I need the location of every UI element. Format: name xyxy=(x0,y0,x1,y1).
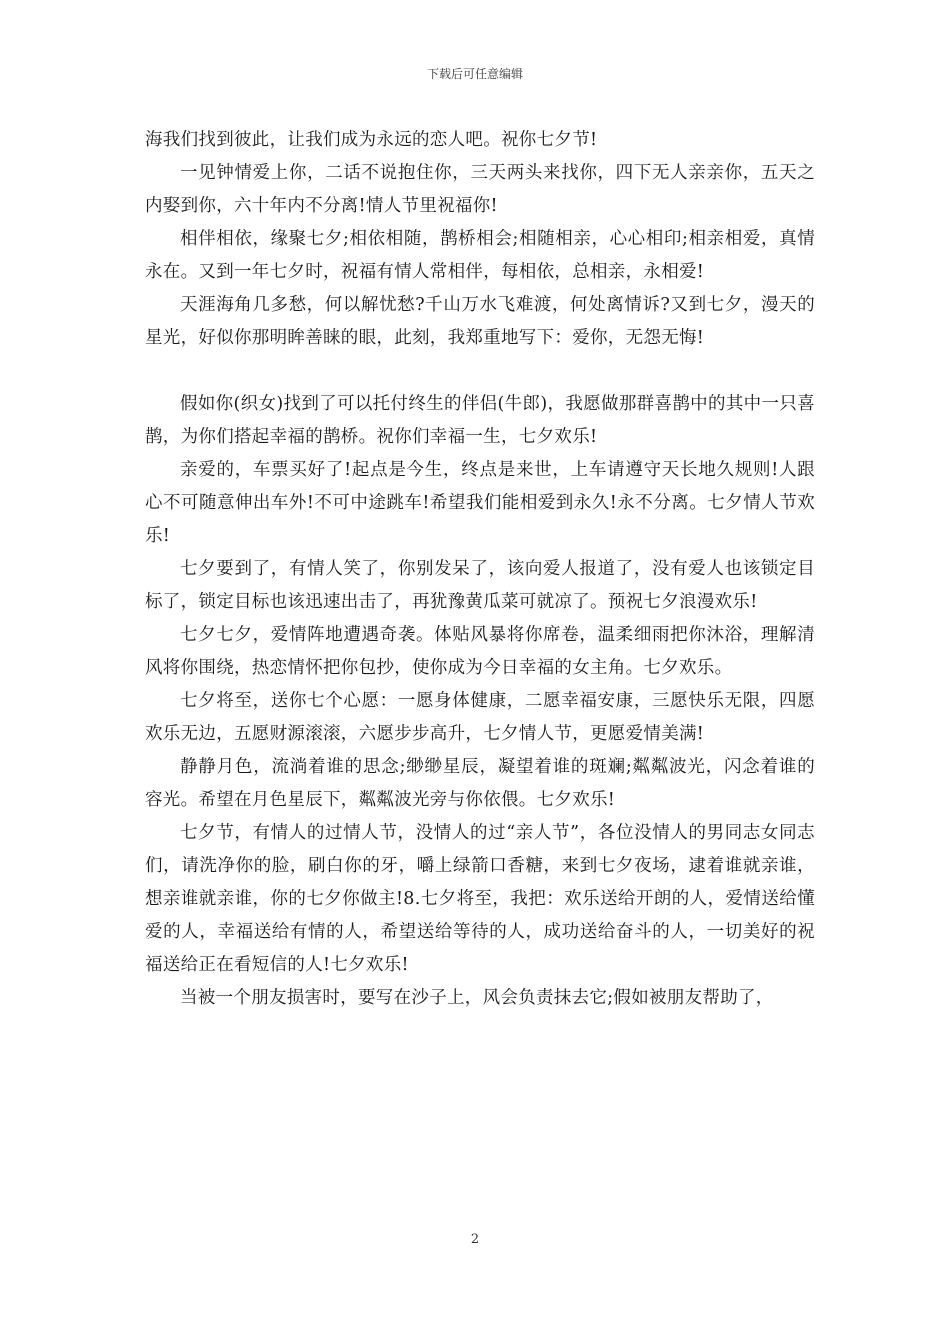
paragraph: 海我们找到彼此，让我们成为永远的恋人吧。祝你七夕节! xyxy=(145,130,598,150)
paragraph: 亲爱的，车票买好了!起点是今生，终点是来世，上车请遵守天长地久规则!人跟心不可随意伸出车外!不可中途跳车!希望我们能相爱到永久!永不分离。七夕情人节欢乐! xyxy=(145,460,815,546)
paragraph: 相伴相依，缘聚七夕;相依相随，鹊桥相会;相随相亲，心心相印;相亲相爱，真情永在。又到一年七夕时，祝福有情人常相伴，每相依，总相亲，永相爱! xyxy=(145,229,815,282)
page-number: 2 xyxy=(470,1232,480,1247)
paragraph: 七夕节，有情人的过情人节，没情人的过“亲人节”，各位没情人的男同志女同志们，请洗净你的脸，刷白你的牙，嚼上绿箭口香糖，来到七夕夜场，逮着谁就亲谁，想亲谁就亲谁，你的七夕你做主!8.七夕将至，我把：欢乐送给开朗的人，爱情送给懂爱的人，幸福送给有情的人，希望送给等待的人，成功送给奋斗的人，一切美好的祝福送给正在看短信的人!七夕欢乐! xyxy=(145,823,815,975)
paragraph: 七夕将至，送你七个心愿：一愿身体健康，二愿幸福安康，三愿快乐无限，四愿欢乐无边，五愿财源滚滚，六愿步步高升，七夕情人节，更愿爱情美满! xyxy=(145,691,815,744)
document-body xyxy=(145,124,815,1015)
paragraph: 一见钟情爱上你，二话不说抱住你，三天两头来找你，四下无人亲亲你，五天之内娶到你，六十年内不分离!情人节里祝福你! xyxy=(145,163,815,216)
paragraph: 静静月色，流淌着谁的思念;缈缈星辰，凝望着谁的斑斓;粼粼波光，闪念着谁的容光。希望在月色星辰下，粼粼波光旁与你依偎。七夕欢乐! xyxy=(145,757,815,810)
paragraph: 当被一个朋友损害时，要写在沙子上，风会负责抹去它;假如被朋友帮助了， xyxy=(180,988,774,1008)
paragraph: 假如你(织女)找到了可以托付终生的伴侣(牛郎)，我愿做那群喜鹊中的其中一只喜鹊，为你们搭起幸福的鹊桥。祝你们幸福一生，七夕欢乐! xyxy=(145,394,815,447)
page-header: 下载后可任意编辑 xyxy=(426,67,523,81)
paragraph: 七夕要到了，有情人笑了，你别发呆了，该向爱人报道了，没有爱人也该锁定目标了，锁定目标也该迅速出击了，再犹豫黄瓜菜可就凉了。预祝七夕浪漫欢乐! xyxy=(145,559,815,612)
paragraph: 七夕七夕，爱情阵地遭遇奇袭。体贴风暴将你席卷，温柔细雨把你沐浴，理解清风将你围绕，热恋情怀把你包抄，使你成为今日幸福的女主角。七夕欢乐。 xyxy=(145,625,815,678)
paragraph: 天涯海角几多愁，何以解忧愁?千山万水飞难渡，何处离情诉?又到七夕，漫天的星光，好似你那明眸善睐的眼，此刻，我郑重地写下：爱你，无怨无悔! xyxy=(145,295,815,348)
